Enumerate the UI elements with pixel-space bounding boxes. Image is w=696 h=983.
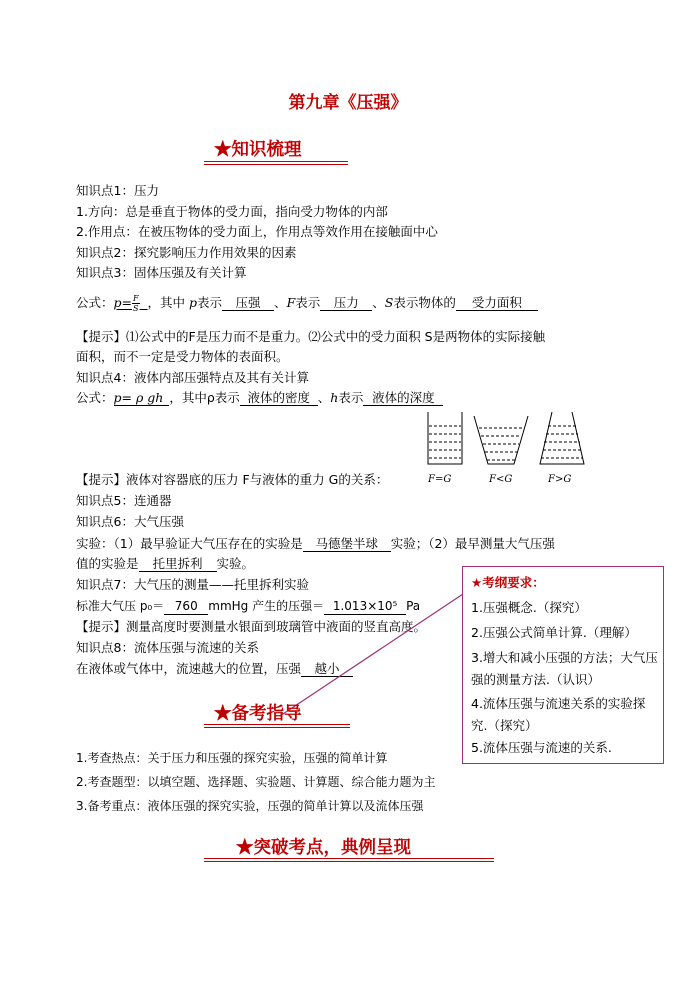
standard-pressure-text: mmHg 产生的压强＝: [208, 599, 325, 613]
knowledge-point-4: 知识点4：液体内部压强特点及其有关计算: [76, 370, 309, 385]
container-label: F=G: [428, 474, 452, 485]
knowledge-point-3: 知识点3：固体压强及有关计算: [76, 265, 247, 280]
section-underline: [204, 858, 494, 859]
guide-item-2: 2.考查题型：以填空题、选择题、实验题、计算题、综合能力题为主: [76, 775, 436, 789]
formula-expression: p= ρ gh: [114, 390, 170, 406]
container-label: F>G: [548, 474, 572, 485]
knowledge-point-8: 知识点8：流体压强与流速的关系: [76, 640, 259, 655]
fill-blank: 越小: [301, 661, 353, 677]
pressure-direction: 1.方向：总是垂直于物体的受力面，指向受力物体的内部: [76, 204, 388, 219]
section-heading-guide: ★备考指导: [214, 704, 302, 724]
formula-symbol: F: [286, 295, 296, 310]
fraction: $\frac{F}{S}$: [133, 294, 139, 313]
container-straight: [428, 412, 462, 464]
formula-text: 、: [372, 295, 385, 310]
fill-blank: 压强: [222, 295, 274, 311]
knowledge-point-1: 知识点1：压力: [76, 183, 159, 198]
hint-1: 【提示】⑴公式中的F是压力而不是重力。⑵公式中的受力面积 S是两物体的实际接触: [76, 329, 546, 344]
formula-text: ，其中: [147, 295, 190, 310]
formula-symbol: h: [330, 390, 339, 405]
section-underline: [204, 724, 350, 725]
section-underline: [204, 727, 350, 728]
fill-blank: 压力: [320, 295, 372, 311]
formula-symbol: p: [113, 295, 122, 310]
fill-blank: 1.013×10⁵: [324, 599, 406, 615]
flow-text: 在液体或气体中，流速越大的位置，压强: [76, 661, 302, 676]
guide-item-1: 1.考查热点：关于压力和压强的探究实验，压强的简单计算: [76, 751, 388, 765]
experiment-line-1: [76, 535, 555, 553]
formula-equals: =: [121, 295, 133, 310]
container-label: F<G: [489, 474, 513, 485]
exam-requirements-heading: ★考纲要求：: [471, 575, 545, 590]
experiment-text: 实验：（1）最早验证大气压存在的实验是: [76, 536, 303, 551]
exam-requirements-box: [462, 566, 664, 764]
hint-1-cont: 面积，而不一定是受力物体的表面积。: [76, 349, 289, 364]
fill-blank: 受力面积: [456, 295, 538, 311]
formula-label: 公式：: [76, 295, 114, 310]
requirement-item: 1.压强概念.（探究）: [471, 600, 587, 615]
formula-text: ，其中ρ表示: [169, 390, 240, 405]
formula-text: 、: [317, 390, 331, 405]
formula-text: 表示: [295, 295, 321, 310]
requirement-item: 3.增大和减小压强的方法；大气压强的测量方法.（认识）: [471, 650, 658, 687]
section-heading-breakthrough: ★突破考点，典例呈现: [236, 838, 411, 858]
standard-pressure-unit: Pa: [406, 599, 421, 613]
liquid-pressure-formula: [76, 389, 443, 407]
fill-blank: 760: [164, 599, 208, 615]
callout-connector: [278, 590, 468, 720]
container-narrowing: [540, 412, 584, 464]
knowledge-point-5: 知识点5：连通器: [76, 493, 172, 508]
container-diagram: [420, 410, 590, 466]
formula-text: 表示: [338, 390, 364, 405]
formula-text: 表示物体的: [393, 295, 456, 310]
experiment-line-2: [76, 555, 254, 573]
fill-blank: 液体的深度: [363, 390, 443, 406]
formula-symbol: S: [384, 295, 394, 310]
formula-symbol: p: [189, 295, 198, 310]
guide-item-3: 3.备考重点：液体压强的探究实验，压强的简单计算以及流体压强: [76, 799, 424, 813]
formula-text: 、: [274, 295, 287, 310]
solid-pressure-formula: [76, 294, 538, 313]
page-title: 第九章《压强》: [288, 93, 408, 113]
fill-blank: 马德堡半球: [303, 536, 391, 552]
section-underline: [204, 164, 348, 165]
fill-blank: 液体的密度: [240, 390, 318, 406]
hint-3: 【提示】测量高度时要测量水银面到玻璃管中液面的竖直高度。: [76, 619, 427, 634]
section-underline: [204, 861, 494, 862]
formula-text: 表示: [197, 295, 223, 310]
knowledge-point-2: 知识点2：探究影响压力作用效果的因素: [76, 245, 297, 260]
requirement-item: 5.流体压强与流速的关系.: [471, 740, 612, 755]
hint-2: 【提示】液体对容器底的压力 F与液体的重力 G的关系：: [76, 472, 389, 487]
experiment-text: 值的实验是: [76, 556, 139, 571]
knowledge-point-7: 知识点7：大气压的测量——托里拆利实验: [76, 577, 309, 592]
standard-pressure-text: 标准大气压 p₀＝: [76, 599, 165, 613]
requirement-item: 4.流体压强与流速关系的实验探究.（探究）: [471, 696, 646, 733]
experiment-text: 实验；（2）最早测量大气压强: [390, 536, 555, 551]
experiment-text: 实验。: [216, 556, 255, 571]
requirement-item: 2.压强公式简单计算.（理解）: [471, 625, 637, 640]
section-underline: [204, 161, 348, 162]
knowledge-point-6: 知识点6：大气压强: [76, 514, 184, 529]
formula-label: 公式：: [76, 390, 114, 405]
fill-blank: 托里拆利: [139, 556, 217, 572]
pressure-point: 2.作用点：在被压物体的受力面上，作用点等效作用在接触面中心: [76, 224, 438, 239]
section-heading-knowledge: ★知识梳理: [214, 140, 302, 160]
container-widening: [474, 416, 528, 464]
